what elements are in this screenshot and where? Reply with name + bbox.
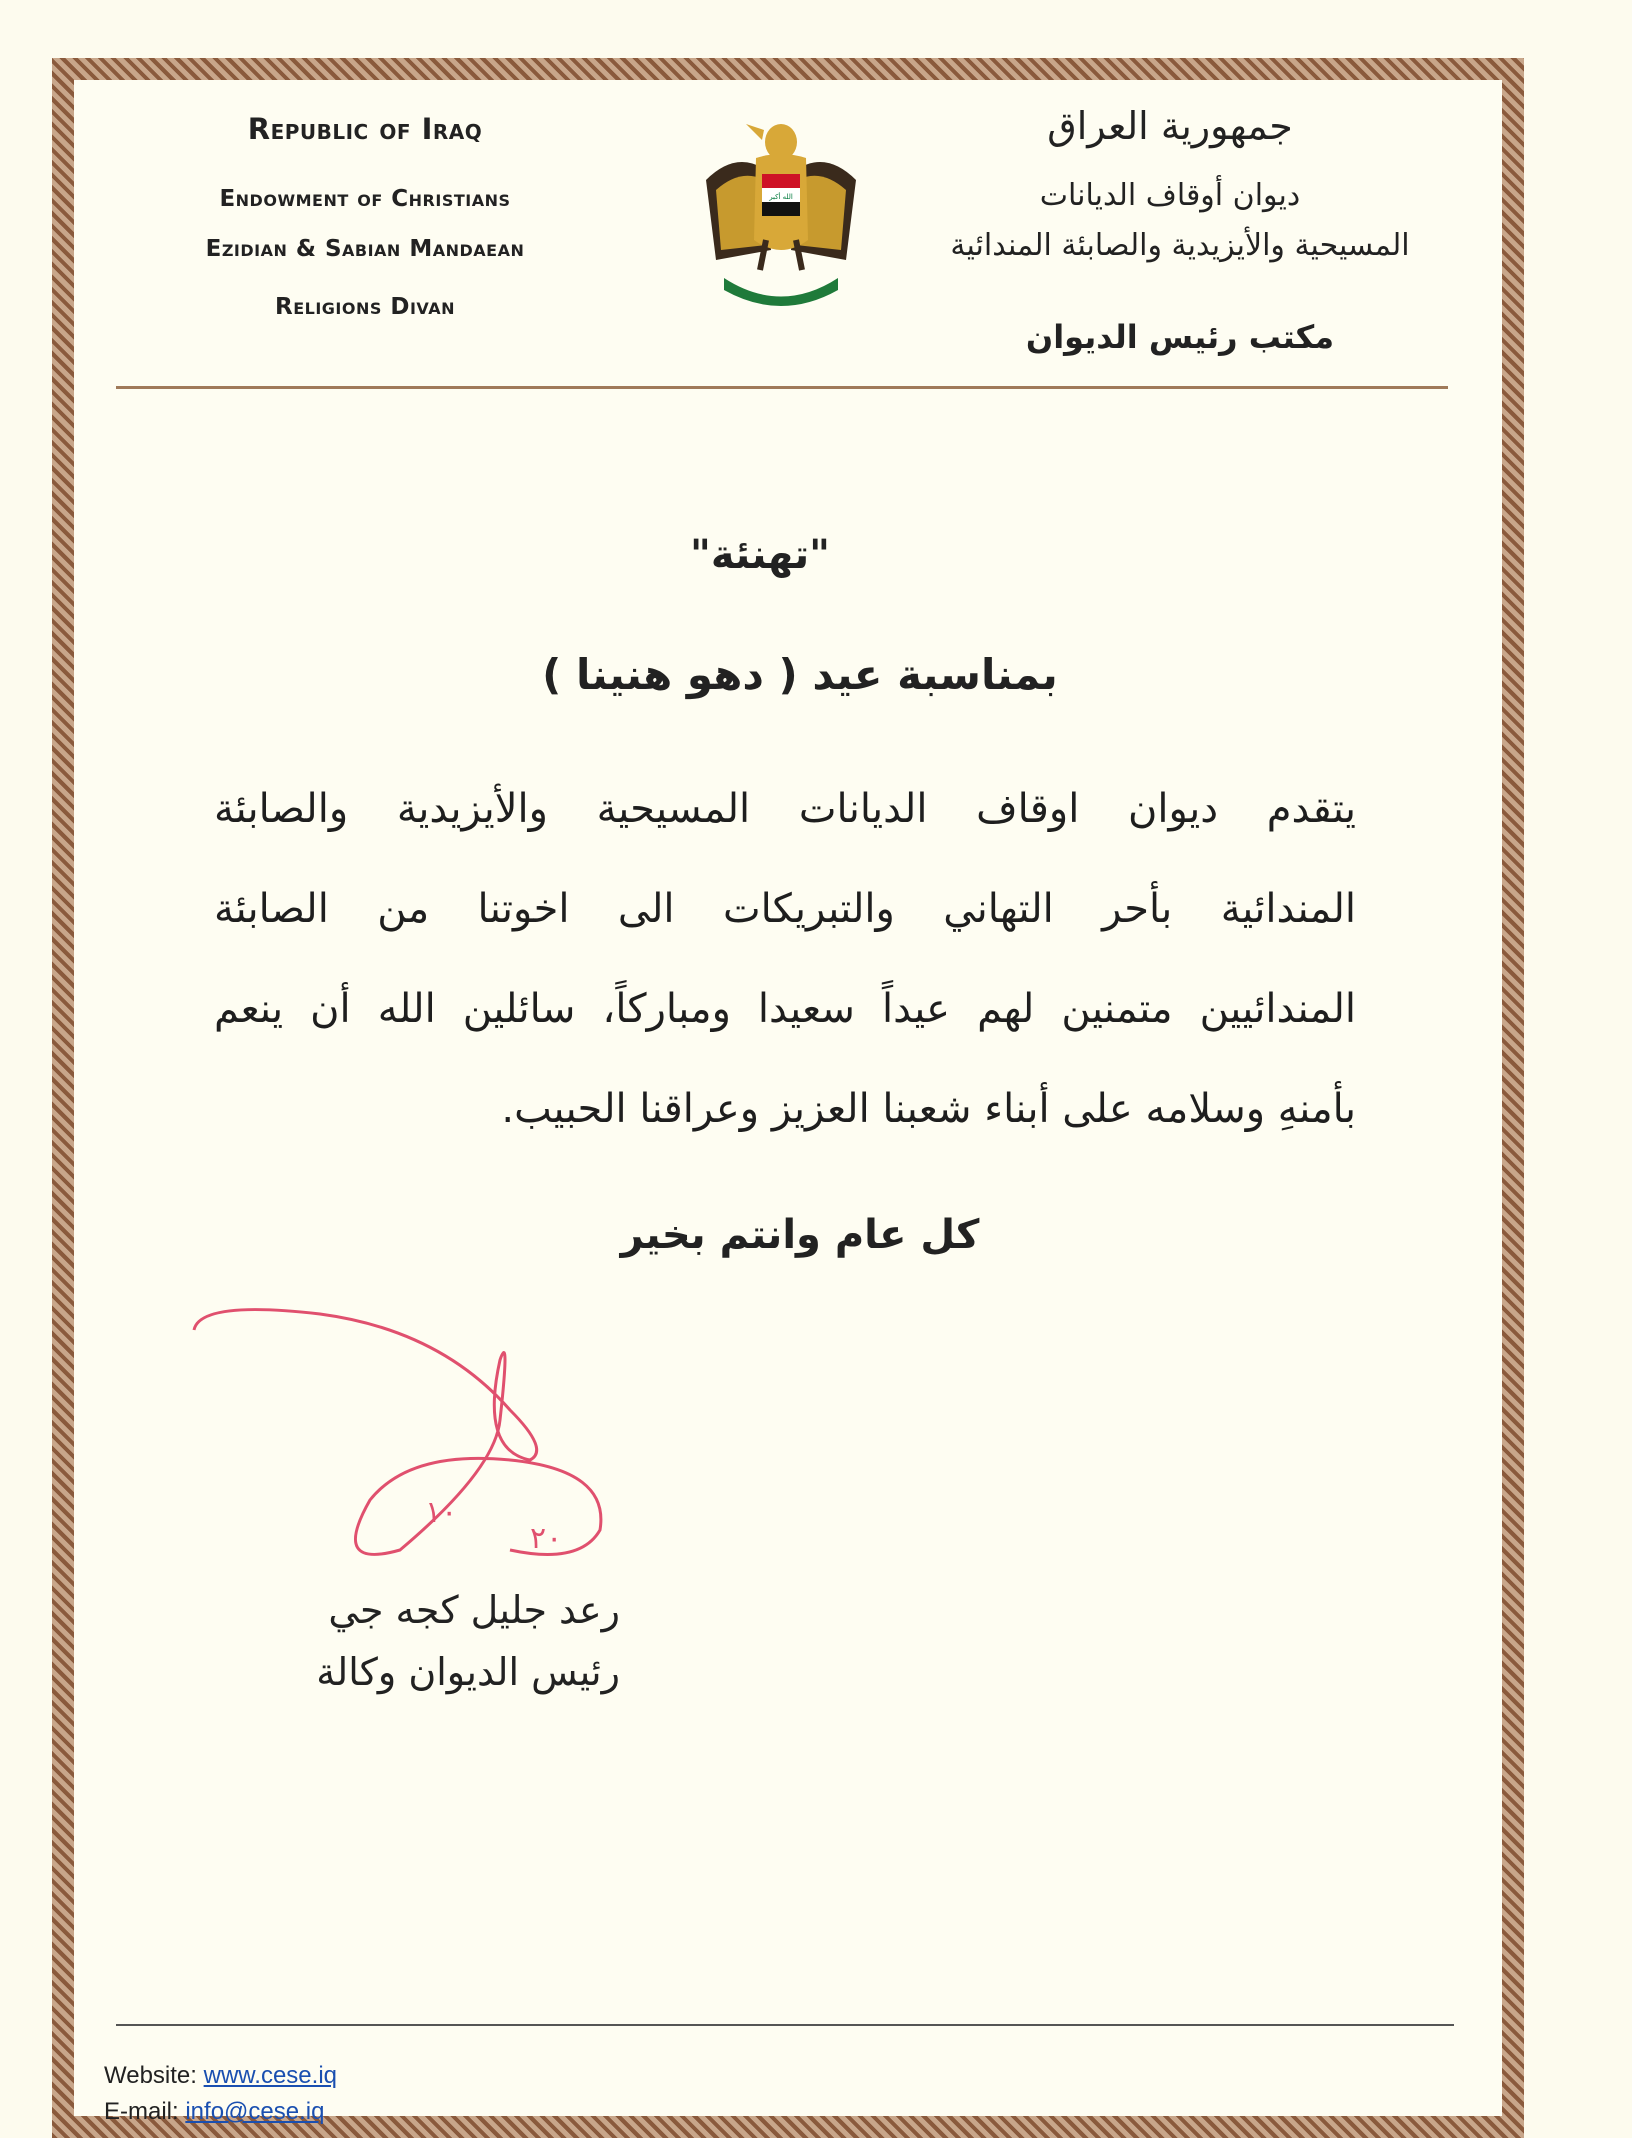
- signatory-title: رئيس الديوان وكالة: [316, 1650, 620, 1694]
- signature-date-month: ١٠: [425, 1495, 458, 1530]
- header-ar-office: مكتب رئيس الديوان: [1025, 318, 1335, 356]
- letter-subtitle: بمناسبة عيد ( دهو هنينا ): [542, 650, 1058, 699]
- handwritten-signature: [180, 1300, 640, 1580]
- email-link[interactable]: info@cese.iq: [185, 2098, 325, 2125]
- footer-website: [104, 2062, 337, 2090]
- header-en-org-line3: Religions Divan: [274, 294, 455, 320]
- letter-title: "تهنئة": [689, 532, 831, 578]
- body-line: المندائية بأحر التهاني والتبريكات الى اخوتنا من الصابئة: [214, 886, 1356, 932]
- header-ar-org-line2: المسيحية والأيزيدية والصابئة المندائية: [950, 228, 1410, 263]
- signatory-name: رعد جليل كجه جي: [328, 1588, 620, 1632]
- header-en-org-line1: Endowment of Christians: [219, 186, 511, 212]
- signature-date-day: ٢٠: [530, 1521, 563, 1556]
- header-ar-org-line1: ديوان أوقاف الديانات: [1039, 178, 1301, 213]
- iraq-eagle-emblem-icon: [696, 110, 866, 310]
- header-divider: [116, 386, 1448, 389]
- footer-divider: [116, 2024, 1454, 2026]
- emblem-takbir-text: الله أكبر: [769, 193, 793, 201]
- website-link[interactable]: www.cese.iq: [203, 2062, 337, 2089]
- header-ar-country: جمهورية العراق: [1047, 104, 1293, 148]
- website-label: Website:: [104, 2062, 204, 2089]
- header-en-org-line2: Ezidian & Sabian Mandaean: [205, 236, 525, 262]
- email-label: E-mail:: [104, 2098, 186, 2125]
- closing-greeting: كل عام وانتم بخير: [620, 1212, 980, 1258]
- body-line: بأمنهِ وسلامه على أبناء شعبنا العزيز وعراقنا الحبيب.: [501, 1086, 1356, 1132]
- body-line: يتقدم ديوان اوقاف الديانات المسيحية والأيزيدية والصابئة: [214, 786, 1356, 832]
- footer-email: [104, 2098, 324, 2126]
- body-line: المندائيين متمنين لهم عيداً سعيدا ومباركاً، سائلين الله أن ينعم: [214, 986, 1356, 1032]
- header-en-country: Republic of Iraq: [247, 112, 483, 146]
